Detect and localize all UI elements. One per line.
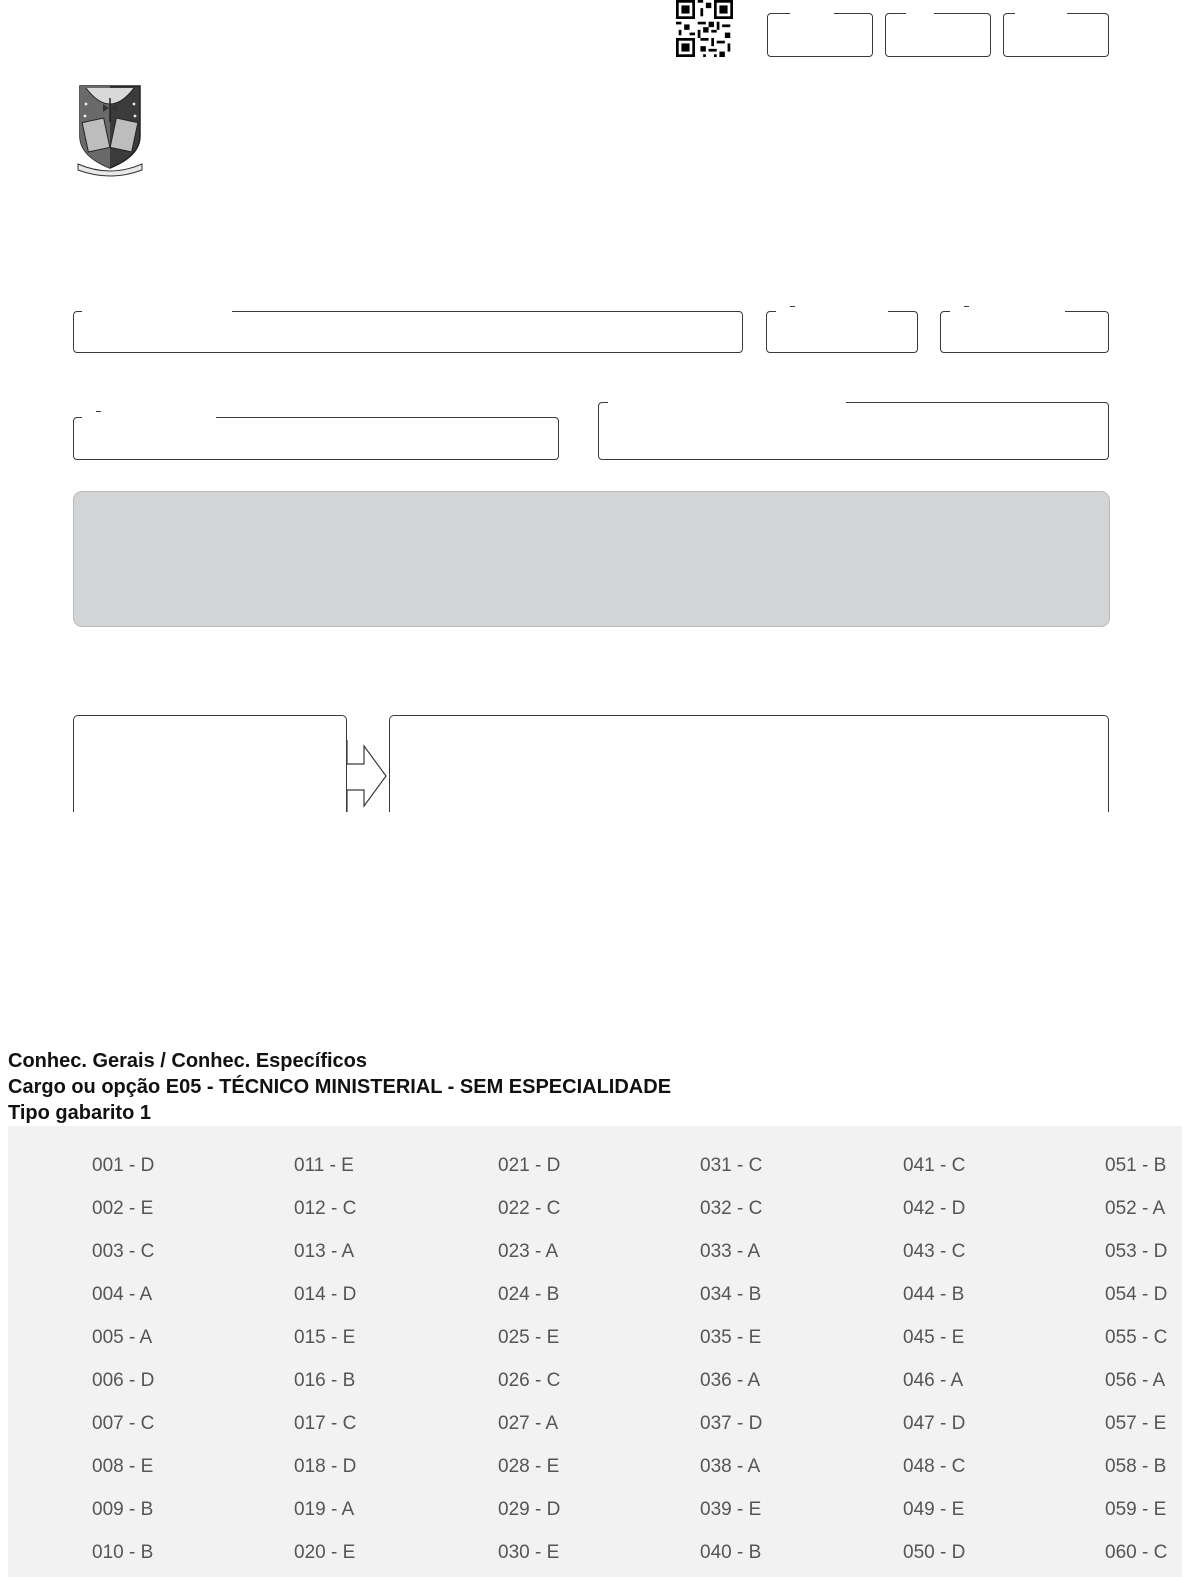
answer-item: 026 - C <box>498 1370 561 1391</box>
answer-item: 055 - C <box>1105 1327 1168 1348</box>
answer-item: 011 - E <box>294 1155 354 1176</box>
answer-item: 041 - C <box>903 1155 966 1176</box>
answer-item: 014 - D <box>294 1284 357 1305</box>
answer-item: 001 - D <box>92 1155 155 1176</box>
answer-item: 049 - E <box>903 1499 965 1520</box>
answer-item: 048 - C <box>903 1456 966 1477</box>
answer-item: 003 - C <box>92 1241 155 1262</box>
answer-item: 009 - B <box>92 1499 154 1520</box>
answer-item: 027 - A <box>498 1413 559 1434</box>
answer-item: 017 - C <box>294 1413 357 1434</box>
instructions-panel <box>73 491 1110 627</box>
answer-item: 059 - E <box>1105 1499 1167 1520</box>
answer-item: 053 - D <box>1105 1241 1168 1262</box>
answer-item: 002 - E <box>92 1198 154 1219</box>
answer-item: 057 - E <box>1105 1413 1167 1434</box>
form-field-5 <box>598 402 1109 460</box>
header-box-2 <box>885 13 991 57</box>
form-field-2 <box>766 311 918 353</box>
answer-item: 045 - E <box>903 1327 965 1348</box>
answer-item: 056 - A <box>1105 1370 1166 1391</box>
arrow-right-icon <box>342 740 392 816</box>
answer-item: 019 - A <box>294 1499 355 1520</box>
answer-item: 015 - E <box>294 1327 356 1348</box>
qr-code-icon <box>676 0 733 57</box>
answer-item: 032 - C <box>700 1198 763 1219</box>
answer-item: 039 - E <box>700 1499 762 1520</box>
institution-crest-logo <box>76 84 144 178</box>
answer-item: 033 - A <box>700 1241 761 1262</box>
form-field-3 <box>940 311 1109 353</box>
answer-item: 004 - A <box>92 1284 153 1305</box>
right-frame <box>389 715 1109 815</box>
answer-key-table <box>8 1126 1182 1577</box>
answer-item: 005 - A <box>92 1327 153 1348</box>
answer-item: 006 - D <box>92 1370 155 1391</box>
answer-item: 035 - E <box>700 1327 762 1348</box>
answer-item: 060 - C <box>1105 1542 1168 1563</box>
answer-item: 016 - B <box>294 1370 356 1391</box>
answer-item: 050 - D <box>903 1542 966 1563</box>
answer-item: 012 - C <box>294 1198 357 1219</box>
answer-item: 051 - B <box>1105 1155 1167 1176</box>
answer-item: 031 - C <box>700 1155 763 1176</box>
answer-key-type: Tipo gabarito 1 <box>8 1102 151 1124</box>
answer-item: 038 - A <box>700 1456 761 1477</box>
answer-item: 025 - E <box>498 1327 560 1348</box>
answer-item: 052 - A <box>1105 1198 1166 1219</box>
answer-item: 030 - E <box>498 1542 560 1563</box>
form-field-4 <box>73 417 559 460</box>
answer-item: 021 - D <box>498 1155 561 1176</box>
form-field-1 <box>73 311 743 353</box>
answer-item: 028 - E <box>498 1456 560 1477</box>
answer-item: 040 - B <box>700 1542 762 1563</box>
answer-item: 022 - C <box>498 1198 561 1219</box>
answer-item: 023 - A <box>498 1241 559 1262</box>
answer-item: 036 - A <box>700 1370 761 1391</box>
answer-item: 044 - B <box>903 1284 965 1305</box>
header-box-3 <box>1003 13 1109 57</box>
left-frame <box>73 715 347 815</box>
answer-item: 008 - E <box>92 1456 154 1477</box>
answer-item: 046 - A <box>903 1370 964 1391</box>
exam-title: Conhec. Gerais / Conhec. Específicos <box>8 1050 368 1072</box>
answer-item: 010 - B <box>92 1542 154 1563</box>
answer-item: 047 - D <box>903 1413 966 1434</box>
answer-item: 020 - E <box>294 1542 356 1563</box>
answer-item: 037 - D <box>700 1413 763 1434</box>
answer-item: 024 - B <box>498 1284 560 1305</box>
answer-item: 042 - D <box>903 1198 966 1219</box>
answer-item: 058 - B <box>1105 1456 1167 1477</box>
answer-item: 007 - C <box>92 1413 155 1434</box>
answer-item: 018 - D <box>294 1456 357 1477</box>
answer-item: 029 - D <box>498 1499 561 1520</box>
answer-item: 034 - B <box>700 1284 762 1305</box>
answer-item: 043 - C <box>903 1241 966 1262</box>
answer-item: 054 - D <box>1105 1284 1168 1305</box>
answer-item: 013 - A <box>294 1241 355 1262</box>
header-box-1 <box>767 13 873 57</box>
position-title: Cargo ou opção E05 - TÉCNICO MINISTERIAL - SEM ESPECIALIDADE <box>8 1076 672 1098</box>
